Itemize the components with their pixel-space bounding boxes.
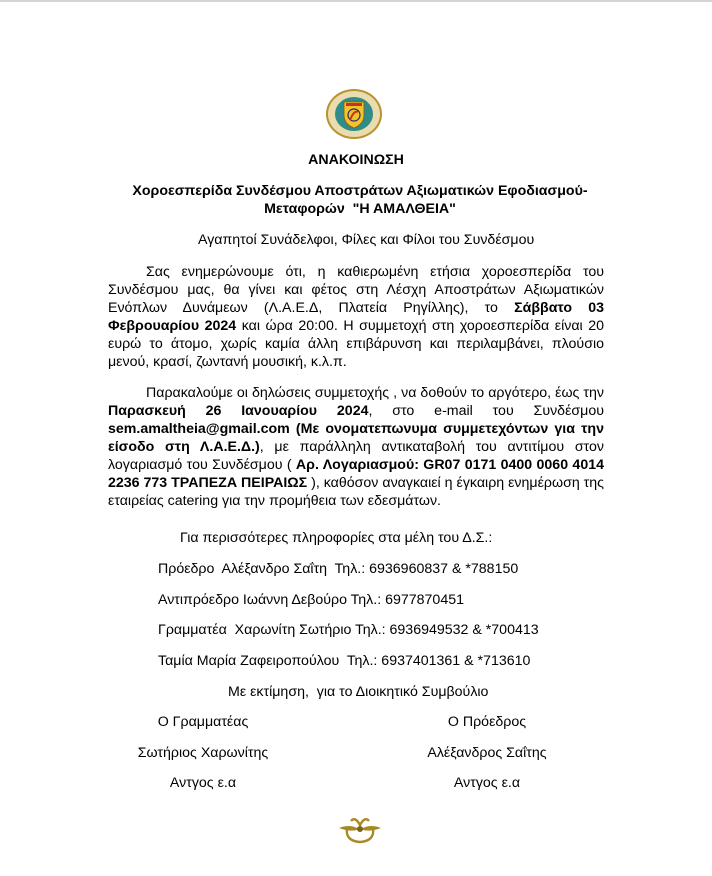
subtitle-line-1: Χοροεσπερίδα Συνδέσμου Αποστράτων Αξιωματικών Εφοδιασμού- bbox=[132, 183, 588, 199]
signature-name: Αλέξανδρος Σαΐτης bbox=[427, 745, 547, 761]
bank-account: Αρ. Λογαριασμού: GR07 0171 0400 0060 4014 2236 773 ΤΡΑΠΕΖΑ ΠΕΙΡΑΙΩΣ bbox=[108, 457, 604, 491]
greeting: Αγαπητοί Συνάδελφοι, Φίλες και Φίλοι του Συνδέσμου bbox=[198, 232, 535, 248]
subtitle-line-2: Μεταφορών "Η ΑΜΑΛΘΕΙΑ" bbox=[264, 201, 456, 217]
signature-rank: Αντγος ε.α bbox=[169, 775, 237, 791]
signature-name: Σωτήριος Χαρωνίτης bbox=[137, 745, 269, 761]
contact-president: Πρόεδρο Αλέξανδρο Σαΐτη Τηλ.: 6936960837 & *788150 bbox=[158, 561, 519, 577]
contact-treasurer: Ταμία Μαρία Ζαφειροπούλου Τηλ.: 6937401361 & *713610 bbox=[158, 653, 531, 669]
registration-deadline: Παρασκευή 26 Ιανουαρίου 2024 bbox=[108, 403, 369, 419]
event-subtitle bbox=[60, 182, 660, 218]
winged-emblem-icon bbox=[337, 815, 383, 845]
contact-vice-president: Αντιπρόεδρο Ιωάννη Δεβούρο Τηλ.: 6977870451 bbox=[158, 592, 464, 608]
paragraph2-text: Παρακαλούμε οι δηλώσεις συμμετοχής , να δοθούν το αργότερο, έως την bbox=[146, 385, 604, 401]
paragraph2-text-c: , με παράλληλη αντικαταβολή του αντιτίμου στον λογαριασμό του Συνδέσμου ( bbox=[108, 439, 604, 473]
paragraph2-text-d: ), καθόσον αναγκαιεί η έγκαιρη ενημέρωση της εταιρείας catering για την προμήθεια των εδεσμάτων. bbox=[108, 475, 604, 509]
paragraph-event-details bbox=[108, 263, 604, 371]
paragraph2-text-b: , στο e-mail του Συνδέσμου bbox=[368, 403, 604, 419]
info-heading: Για περισσότερες πληροφορίες στα μέλη του Δ.Σ.: bbox=[180, 530, 493, 546]
contact-secretary: Γραμματέα Χαρωνίτη Σωτήριο Τηλ.: 6936949532 & *700413 bbox=[158, 622, 539, 638]
paragraph1-text-cont: και ώρα 20:00. Η συμμετοχή στη χοροεσπερίδα είναι 20 ευρώ το άτομο, χωρίς καμία άλλη επιβάρυνση και περιλαμβάνει, πλούσιο μενού, κρασί, ζωντανή μουσική, κ.λ.π. bbox=[108, 318, 604, 370]
page-top-border bbox=[0, 0, 712, 2]
signature-role: Ο Πρόεδρος bbox=[447, 714, 527, 730]
signature-role: Ο Γραμματέας bbox=[157, 714, 249, 730]
event-date: Σάββατο 03 Φεβρουαρίου 2024 bbox=[108, 300, 604, 334]
paragraph1-text: Σας ενημερώνουμε ότι, η καθιερωμένη ετήσια χοροεσπερίδα του Συνδέσμου μας, θα γίνει και φέτος στη Λέσχη Αποστράτων Αξιωματικών Ενόπλων Δυνάμεων (Λ.Α.Ε.Δ, Πλατεία Ρηγίλλης), το bbox=[108, 264, 604, 316]
paragraph-registration bbox=[108, 384, 604, 510]
closing-line: Με εκτίμηση, για το Διοικητικό Συμβούλιο bbox=[228, 684, 489, 700]
association-seal-logo bbox=[325, 88, 383, 140]
signature-rank: Αντγος ε.α bbox=[453, 775, 521, 791]
contact-email: sem.amaltheia@gmail.com (Με ονοματεπωνυμα συμμετεχόντων για την είσοδο στη Λ.Α.Ε.Δ.) bbox=[108, 421, 604, 455]
announcement-title: ΑΝΑΚΟΙΝΩΣΗ bbox=[308, 152, 404, 168]
